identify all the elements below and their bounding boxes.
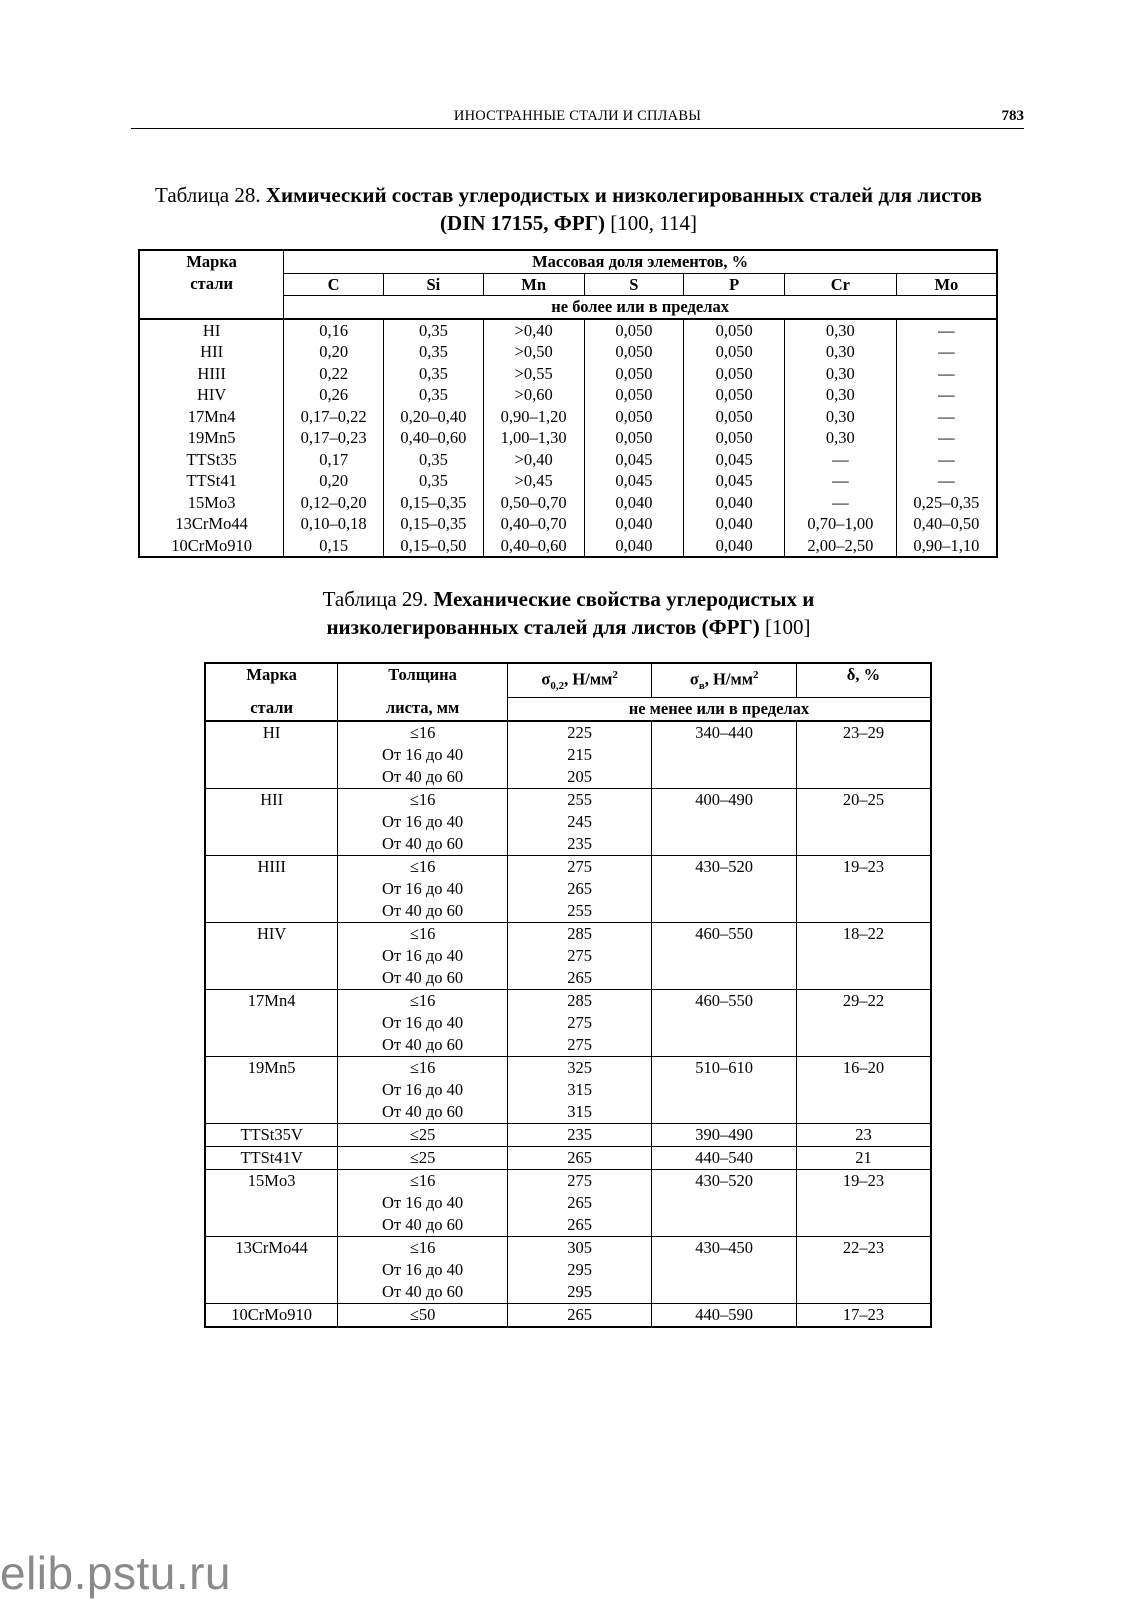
yield-strength-cell (507, 1169, 652, 1236)
table-cell: 0,17–0,23 (284, 427, 384, 449)
thickness-value: От 16 до 40 (381, 1079, 464, 1099)
limits-note: не более или в пределах (284, 296, 997, 319)
table-cell: 0,050 (684, 319, 785, 342)
yield-strength-value: 255 (567, 900, 592, 920)
thickness-value: От 16 до 40 (381, 744, 464, 764)
table-row (205, 1236, 931, 1303)
table-row (139, 427, 997, 449)
thickness-value: ≤25 (409, 1124, 436, 1144)
running-title: ИНОСТРАННЫЕ СТАЛИ И СПЛАВЫ (453, 108, 702, 124)
table-row (205, 855, 931, 922)
yield-strength-cell (507, 1146, 652, 1169)
steel-grade: HIV (196, 385, 227, 404)
table-cell: 0,30 (785, 319, 897, 342)
steel-grade: 10CrMo910 (205, 1303, 338, 1327)
tensile-strength-value: 390–490 (652, 1123, 797, 1146)
thickness-cell (338, 1056, 508, 1123)
steel-grade: 13CrMo44 (205, 1236, 338, 1303)
chemical-composition-table (138, 249, 998, 558)
yield-strength-value: 325 (567, 1057, 592, 1077)
table-cell: — (896, 384, 997, 406)
table29-caption (200, 585, 937, 641)
table-cell: 0,045 (684, 449, 785, 471)
table28-header-row (139, 250, 997, 273)
elongation-value: 23–29 (796, 721, 931, 789)
elongation-value: 19–23 (796, 855, 931, 922)
yield-strength-value: 315 (567, 1101, 592, 1121)
table-cell: 0,30 (785, 384, 897, 406)
table-cell: 0,040 (584, 535, 684, 558)
yield-strength-value: 255 (567, 789, 592, 809)
yield-strength-cell (507, 1123, 652, 1146)
elongation-value: 22–23 (796, 1236, 931, 1303)
table-cell: 0,10–0,18 (284, 513, 384, 535)
table-cell: 0,050 (684, 341, 785, 363)
yield-strength-value: 265 (567, 967, 592, 987)
table-cell: 0,35 (384, 319, 484, 342)
table-cell: — (896, 449, 997, 471)
steel-grade: 19Mn5 (187, 428, 236, 447)
sigma-symbol: σ (541, 669, 551, 689)
grade-header-line1: Марка (186, 252, 237, 271)
steel-grade: HI (205, 721, 338, 789)
table-row (205, 788, 931, 855)
steel-grade: HI (202, 320, 221, 340)
table-cell: — (896, 427, 997, 449)
table-cell: >0,60 (483, 384, 584, 406)
table-row (205, 721, 931, 789)
thickness-cell (338, 721, 508, 789)
yield-strength-value: 295 (567, 1281, 592, 1301)
table-row (139, 535, 997, 558)
yield-strength-value: 315 (567, 1079, 592, 1099)
table-cell: 0,045 (684, 470, 785, 492)
table-cell: 0,30 (785, 406, 897, 428)
tensile-strength-value: 430–520 (652, 1169, 797, 1236)
thickness-header-line1: Толщина (338, 663, 508, 697)
table-row (139, 513, 997, 535)
thickness-cell (338, 989, 508, 1056)
table-row (205, 989, 931, 1056)
tensile-strength-value: 430–520 (652, 855, 797, 922)
yield-strength-cell (507, 922, 652, 989)
table-cell: 0,26 (284, 384, 384, 406)
table-cell: 0,35 (384, 449, 484, 471)
table29-caption-prefix: Таблица 29. (322, 587, 429, 611)
steel-grade: TTSt35 (186, 449, 237, 469)
mass-fraction-header: Массовая доля элементов, % (284, 250, 997, 273)
element-header: Si (384, 273, 484, 296)
table-cell: 0,22 (284, 363, 384, 385)
thickness-value: От 40 до 60 (381, 900, 464, 920)
sigma-subscript: 0,2 (550, 679, 565, 692)
table-cell: >0,40 (483, 449, 584, 471)
table-cell: >0,50 (483, 341, 584, 363)
yield-strength-value: 265 (567, 1214, 592, 1234)
thickness-cell (338, 922, 508, 989)
steel-grade: HII (205, 788, 338, 855)
sigma-symbol: σ (689, 669, 699, 689)
thickness-value: ≤16 (409, 789, 436, 809)
table-cell: 0,40–0,60 (384, 427, 484, 449)
table-cell: — (896, 363, 997, 385)
table-cell: 0,17–0,22 (284, 406, 384, 428)
yield-strength-value: 265 (567, 878, 592, 898)
thickness-value: От 16 до 40 (381, 811, 464, 831)
yield-strength-value: 245 (567, 811, 592, 831)
sigma-subscript: в (698, 679, 705, 692)
table-cell: — (896, 406, 997, 428)
yield-strength-value: 205 (567, 766, 592, 786)
thickness-value: От 40 до 60 (381, 766, 464, 786)
table-cell: 0,17 (284, 449, 384, 471)
elongation-header: δ, % (796, 663, 931, 697)
thickness-value: ≤16 (409, 1057, 436, 1077)
table29-caption-title-1: Механические свойства углеродистых и (433, 587, 815, 611)
thickness-value: От 16 до 40 (381, 1192, 464, 1212)
thickness-cell (338, 1169, 508, 1236)
elongation-value: 17–23 (796, 1303, 931, 1327)
yield-strength-cell (507, 1303, 652, 1327)
limits-note: не менее или в пределах (507, 697, 931, 721)
table28-caption-title: Химический состав углеродистых и низколегированных сталей для листов (DIN 17155, ФРГ) (265, 183, 982, 235)
yield-strength-cell (507, 1056, 652, 1123)
table-cell: 0,050 (584, 384, 684, 406)
table-row (139, 470, 997, 492)
table-cell: >0,55 (483, 363, 584, 385)
thickness-cell (338, 788, 508, 855)
table-row (139, 406, 997, 428)
yield-strength-value: 225 (567, 722, 592, 742)
table-cell: 2,00–2,50 (785, 535, 897, 558)
yield-strength-value: 295 (567, 1259, 592, 1279)
thickness-value: От 16 до 40 (381, 1012, 464, 1032)
thickness-value: От 40 до 60 (381, 1034, 464, 1054)
thickness-cell (338, 855, 508, 922)
tensile-strength-value: 510–610 (652, 1056, 797, 1123)
thickness-value: ≤16 (409, 990, 436, 1010)
table28-caption (140, 181, 997, 237)
table-cell: 0,12–0,20 (284, 492, 384, 514)
thickness-cell (338, 1146, 508, 1169)
tensile-strength-value: 440–590 (652, 1303, 797, 1327)
yield-strength-value: 285 (567, 923, 592, 943)
table-cell: 0,15 (284, 535, 384, 558)
table-cell: 0,050 (684, 384, 785, 406)
table-cell: 0,050 (584, 341, 684, 363)
mechanical-properties-table (204, 662, 932, 1328)
table-cell: 0,045 (584, 470, 684, 492)
element-header: Cr (785, 273, 897, 296)
grade-header-line2: стали (190, 274, 234, 293)
yield-strength-value: 275 (567, 1012, 592, 1032)
table-row (139, 384, 997, 406)
table-cell: 0,35 (384, 470, 484, 492)
element-header: C (284, 273, 384, 296)
table-cell: 0,045 (584, 449, 684, 471)
table-row (205, 1056, 931, 1123)
table29-header-row (205, 663, 931, 697)
thickness-value: ≤16 (409, 1170, 436, 1190)
steel-grade: 17Mn4 (205, 989, 338, 1056)
thickness-value: ≤16 (409, 722, 436, 742)
table-cell: 0,90–1,10 (896, 535, 997, 558)
thickness-value: ≤16 (409, 923, 436, 943)
table-row (139, 363, 997, 385)
table-cell: 0,040 (684, 535, 785, 558)
yield-strength-value: 285 (567, 990, 592, 1010)
table-cell: — (785, 449, 897, 471)
grade-header-line1: Марка (246, 665, 297, 684)
table-cell: >0,40 (483, 319, 584, 342)
tensile-strength-value: 460–550 (652, 922, 797, 989)
table-cell: 0,90–1,20 (483, 406, 584, 428)
table-cell: 0,050 (684, 427, 785, 449)
table29-header-row (205, 697, 931, 721)
yield-strength-cell (507, 721, 652, 789)
running-header (131, 104, 1024, 129)
thickness-value: От 40 до 60 (381, 1281, 464, 1301)
sigma-unit: , Н/мм (704, 669, 753, 689)
steel-grade: 19Mn5 (205, 1056, 338, 1123)
yield-strength-cell (507, 1236, 652, 1303)
table-row (139, 449, 997, 471)
yield-strength-value: 235 (567, 833, 592, 853)
table-cell: 0,40–0,60 (483, 535, 584, 558)
table-cell: 0,20–0,40 (384, 406, 484, 428)
table-cell: 0,40–0,50 (896, 513, 997, 535)
elongation-value: 23 (796, 1123, 931, 1146)
yield-strength-cell (507, 788, 652, 855)
steel-grade: TTSt41 (186, 471, 237, 490)
steel-grade: TTSt41V (205, 1146, 338, 1169)
table-cell: 0,35 (384, 363, 484, 385)
thickness-header-line2: листа, мм (338, 697, 508, 721)
thickness-cell (338, 1303, 508, 1327)
table-cell: 0,30 (785, 427, 897, 449)
table-cell: 0,40–0,70 (483, 513, 584, 535)
table-cell: >0,45 (483, 470, 584, 492)
yield-strength-cell (507, 855, 652, 922)
table29-caption-ref: [100] (765, 615, 811, 639)
steel-grade: TTSt35V (205, 1123, 338, 1146)
elongation-value: 29–22 (796, 989, 931, 1056)
thickness-value: ≤16 (409, 1237, 436, 1257)
table-cell: 0,050 (584, 427, 684, 449)
table-cell: 0,50–0,70 (483, 492, 584, 514)
table-row (139, 341, 997, 363)
table-cell: 0,040 (584, 492, 684, 514)
yield-strength-value: 265 (567, 1192, 592, 1212)
thickness-cell (338, 1236, 508, 1303)
table-cell: — (896, 470, 997, 492)
yield-strength-value: 265 (567, 1147, 592, 1167)
table-row (139, 319, 997, 342)
thickness-cell (338, 1123, 508, 1146)
table-cell: 0,040 (684, 492, 785, 514)
table-cell: — (896, 319, 997, 342)
table-cell: 0,35 (384, 384, 484, 406)
yield-strength-header (507, 663, 652, 697)
table29-caption-title-2: низколегированных сталей для листов (ФРГ) (326, 615, 760, 639)
table28-caption-ref: [100, 114] (610, 211, 697, 235)
yield-strength-value: 275 (567, 1170, 592, 1190)
thickness-value: От 40 до 60 (381, 967, 464, 987)
thickness-value: От 16 до 40 (381, 878, 464, 898)
steel-grade: 13CrMo44 (175, 514, 248, 533)
yield-strength-value: 305 (567, 1237, 592, 1257)
tensile-strength-header (652, 663, 797, 697)
sigma-superscript: 2 (752, 669, 759, 681)
thickness-value: От 16 до 40 (381, 945, 464, 965)
grade-header-line2: стали (205, 697, 338, 721)
table28-caption-prefix: Таблица 28. (155, 183, 261, 207)
thickness-value: От 40 до 60 (381, 1214, 464, 1234)
table-cell: 0,050 (684, 363, 785, 385)
thickness-value: ≤16 (409, 856, 436, 876)
elongation-value: 18–22 (796, 922, 931, 989)
yield-strength-value: 275 (567, 1034, 592, 1054)
table-cell: 0,70–1,00 (785, 513, 897, 535)
element-header: S (584, 273, 684, 296)
table-cell: 0,040 (584, 513, 684, 535)
steel-grade: HII (200, 342, 224, 361)
elongation-value: 19–23 (796, 1169, 931, 1236)
element-header: Mo (896, 273, 997, 296)
table-cell: 0,050 (584, 363, 684, 385)
yield-strength-value: 275 (567, 945, 592, 965)
thickness-value: ≤50 (409, 1304, 436, 1324)
table-row (205, 922, 931, 989)
tensile-strength-value: 440–540 (652, 1146, 797, 1169)
element-header: P (684, 273, 785, 296)
sigma-superscript: 2 (612, 669, 618, 681)
yield-strength-cell (507, 989, 652, 1056)
sigma-unit: , Н/мм (564, 669, 613, 689)
table28-header-row (139, 296, 997, 319)
table-cell: 0,30 (785, 341, 897, 363)
table-row (205, 1169, 931, 1236)
steel-grade: 17Mn4 (187, 406, 236, 426)
elongation-value: 20–25 (796, 788, 931, 855)
elongation-value: 16–20 (796, 1056, 931, 1123)
table-cell: 0,15–0,35 (384, 492, 484, 514)
yield-strength-value: 265 (567, 1304, 592, 1324)
steel-grade: HIII (197, 363, 226, 383)
grade-header-blank (139, 296, 284, 319)
table-cell: 0,20 (284, 341, 384, 363)
table28-header-row (139, 273, 997, 296)
table-cell: 0,30 (785, 363, 897, 385)
steel-grade: 10CrMo910 (171, 535, 252, 555)
page-number: 783 (1001, 108, 1024, 124)
table-cell: 0,16 (284, 319, 384, 342)
steel-grade: 15Mo3 (187, 492, 236, 512)
steel-grade: HIII (205, 855, 338, 922)
table-cell: — (785, 470, 897, 492)
table-row (139, 492, 997, 514)
table-row (205, 1123, 931, 1146)
tensile-strength-value: 400–490 (652, 788, 797, 855)
yield-strength-value: 275 (567, 856, 592, 876)
thickness-value: От 40 до 60 (381, 833, 464, 853)
table-cell: 0,040 (684, 513, 785, 535)
table-cell: — (785, 492, 897, 514)
tensile-strength-value: 340–440 (652, 721, 797, 789)
table-cell: 1,00–1,30 (483, 427, 584, 449)
steel-grade: HIV (205, 922, 338, 989)
tensile-strength-value: 460–550 (652, 989, 797, 1056)
thickness-value: От 16 до 40 (381, 1259, 464, 1279)
table-row (205, 1146, 931, 1169)
element-header: Mn (483, 273, 584, 296)
table-cell: 0,050 (684, 406, 785, 428)
table-cell: 0,15–0,35 (384, 513, 484, 535)
tensile-strength-value: 430–450 (652, 1236, 797, 1303)
table-cell: 0,050 (584, 406, 684, 428)
table-cell: 0,20 (284, 470, 384, 492)
thickness-value: От 40 до 60 (381, 1101, 464, 1121)
table-cell: 0,050 (584, 319, 684, 342)
table-row (205, 1303, 931, 1327)
steel-grade: 15Mo3 (205, 1169, 338, 1236)
table-cell: 0,15–0,50 (384, 535, 484, 558)
table-cell: — (896, 341, 997, 363)
yield-strength-value: 215 (567, 744, 592, 764)
thickness-value: ≤25 (409, 1147, 436, 1167)
table-cell: 0,35 (384, 341, 484, 363)
elongation-value: 21 (796, 1146, 931, 1169)
watermark: elib.pstu.ru (0, 1547, 232, 1599)
yield-strength-value: 235 (567, 1124, 592, 1144)
table-cell: 0,25–0,35 (896, 492, 997, 514)
